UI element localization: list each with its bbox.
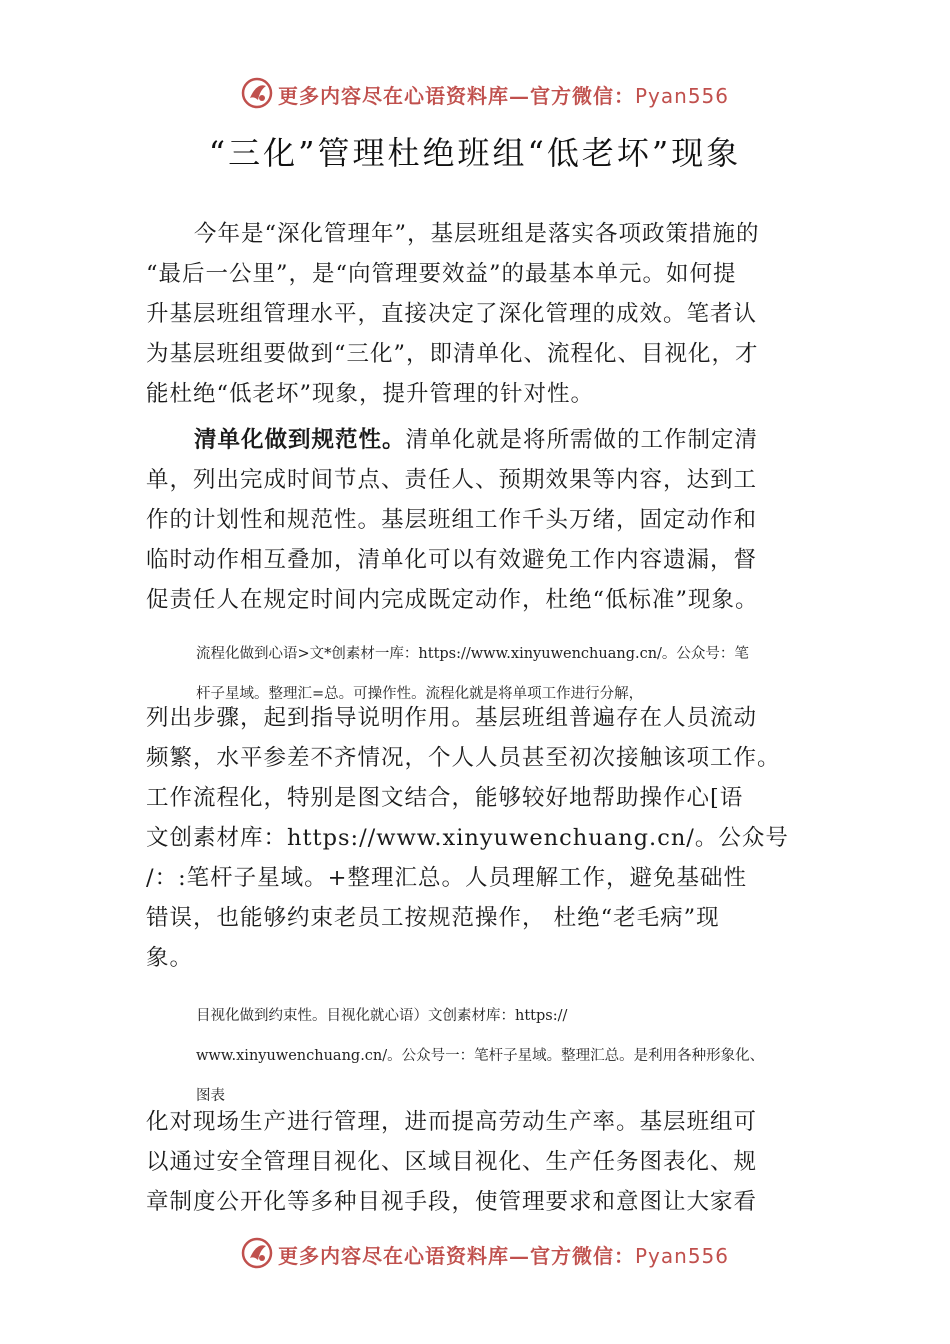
text-line: 临时动作相互叠加，清单化可以有效避免工作内容遗漏，督	[146, 547, 758, 573]
banner-text: 更多内容尽在心语资料库—官方微信：Pyan556	[278, 1244, 730, 1268]
brand-logo-icon	[240, 1236, 274, 1270]
paragraph-visual	[146, 1102, 826, 1222]
text-line: 频繁，水平参差不齐情况，个人人员甚至初次接触该项工作。	[146, 745, 781, 771]
text-line: 促责任人在规定时间内完成既定动作，杜绝“低标准”现象。	[146, 587, 759, 613]
banner-text: 更多内容尽在心语资料库—官方微信：Pyan556	[278, 84, 730, 108]
text-line: 单，列出完成时间节点、责任人、预期效果等内容，达到工	[146, 467, 758, 493]
small-text-line: 图表	[196, 1088, 225, 1104]
small-text-line: 杆子星域。整理汇=总。可操作性。流程化就是将单项工作进行分解，	[196, 686, 644, 702]
text-line: 列出步骤，起到指导说明作用。基层班组普遍存在人员流动	[146, 705, 758, 731]
small-text-line: 流程化做到心语>文*创素材一库：https://www.xinyuwenchuang.cn/。公众号：笔	[196, 646, 749, 662]
text-line: “最后一公里”，是“向管理要效益”的最基本单元。如何提	[146, 261, 737, 287]
paragraph-process	[146, 698, 826, 978]
text-line: 错误，也能够约束老员工按规范操作， 杜绝“老毛病”现	[146, 905, 720, 931]
text-line: /：:笔杆子星域。+整理汇总。人员理解工作，避免基础性	[146, 865, 748, 891]
text-line: 象。	[146, 945, 194, 971]
brand-logo-icon	[240, 76, 274, 110]
text-line: 升基层班组管理水平，直接决定了深化管理的成效。笔者认	[146, 301, 758, 327]
text-line: 今年是“深化管理年”，基层班组是落实各项政策措施的	[194, 221, 760, 247]
text-line: 工作流程化，特别是图文结合，能够较好地帮助操作心[语	[146, 785, 744, 811]
text-line: 清单化做到规范性。清单化就是将所需做的工作制定清	[194, 427, 759, 453]
text-line: 化对现场生产进行管理，进而提高劳动生产率。基层班组可	[146, 1109, 758, 1135]
paragraph-intro	[146, 214, 826, 414]
page-title: “三化”管理杜绝班组“低老坏”现象	[208, 134, 742, 172]
footer-banner	[0, 1234, 950, 1274]
wechat-id: Pyan556	[635, 84, 730, 108]
text-line: 能杜绝“低老坏”现象，提升管理的针对性。	[146, 381, 595, 407]
section-heading-checklist: 清单化做到规范性。	[194, 427, 406, 453]
header-banner	[0, 74, 950, 114]
paragraph-checklist	[146, 420, 826, 620]
wechat-id: Pyan556	[635, 1244, 730, 1268]
text-line: 章制度公开化等多种目视手段，使管理要求和意图让大家看	[146, 1189, 758, 1215]
small-text-visual	[196, 996, 836, 1116]
text-line: 为基层班组要做到“三化”，即清单化、流程化、目视化，才	[146, 341, 759, 367]
small-text-line: www.xinyuwenchuang.cn/。公众号一：笔杆子星域。整理汇总。是利用各种形象化、	[196, 1048, 765, 1064]
small-text-line: 目视化做到约束性。目视化就心语）文创素材库：https://	[196, 1008, 568, 1024]
text-line: 以通过安全管理目视化、区域目视化、生产任务图表化、规	[146, 1149, 758, 1175]
text-line: 文创素材库：https://www.xinyuwenchuang.cn/。公众号	[146, 825, 789, 851]
text-line: 作的计划性和规范性。基层班组工作千头万绪，固定动作和	[146, 507, 758, 533]
